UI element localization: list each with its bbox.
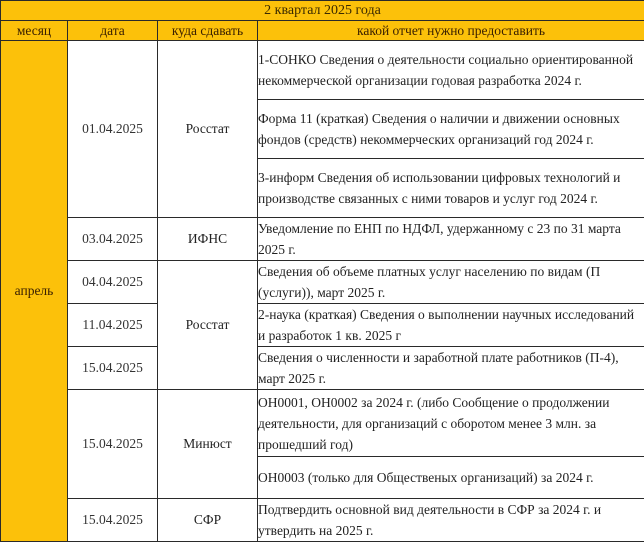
date-cell: 15.04.2025 [68,347,158,390]
date-cell: 04.04.2025 [68,261,158,304]
date-cell: 01.04.2025 [68,41,158,218]
report-cell: Подтвердить основной вид деятельности в СФР за 2024 г. и утвердить на 2025 г. [258,499,644,542]
column-header-destination: куда сдавать [158,21,258,41]
table-row [1,499,644,542]
table-row [1,347,644,390]
destination-cell: Росстат [158,261,258,390]
title-row [1,1,644,21]
destination-cell: СФР [158,499,258,542]
report-cell: Сведения о численности и заработной плате работников (П-4), март 2025 г. [258,347,644,390]
destination-cell: ИФНС [158,218,258,261]
report-cell: Сведения об объеме платных услуг населению по видам (П (услуги)), март 2025 г. [258,261,644,304]
column-header-month: месяц [1,21,68,41]
table-row [1,390,644,457]
date-cell: 15.04.2025 [68,390,158,499]
table-row [1,41,644,100]
report-cell: Форма 11 (краткая) Сведения о наличии и движении основных фондов (средств) некоммерческих организаций год 2024 г. [258,100,644,159]
report-cell: 2-наука (краткая) Сведения о выполнении научных исследований и разработок 1 кв. 2025 г [258,304,644,347]
table-row [1,261,644,304]
table-title: 2 квартал 2025 года [1,1,644,21]
table-row [1,218,644,261]
header-row [1,21,644,41]
report-cell: 1-СОНКО Сведения о деятельности социально ориентированной некоммерческой организации годовая разработка 2024 г. [258,41,644,100]
report-cell: ОН0003 (только для Общественых организаций) за 2024 г. [258,457,644,499]
date-cell: 11.04.2025 [68,304,158,347]
table-row [1,304,644,347]
destination-cell: Росстат [158,41,258,218]
month-cell: апрель [1,41,68,542]
report-cell: 3-информ Сведения об использовании цифровых технологий и производстве связанных с ними товаров и услуг год 2024 г. [258,159,644,218]
date-cell: 15.04.2025 [68,499,158,542]
column-header-date: дата [68,21,158,41]
destination-cell: Минюст [158,390,258,499]
report-cell: ОН0001, ОН0002 за 2024 г. (либо Сообщение о продолжении деятельности, для организаций с оборотом менее 3 млн. за прошедший год) [258,390,644,457]
column-header-report: какой отчет нужно предоставить [258,21,644,41]
date-cell: 03.04.2025 [68,218,158,261]
report-cell: Уведомление по ЕНП по НДФЛ, удержанному с 23 по 31 марта 2025 г. [258,218,644,261]
